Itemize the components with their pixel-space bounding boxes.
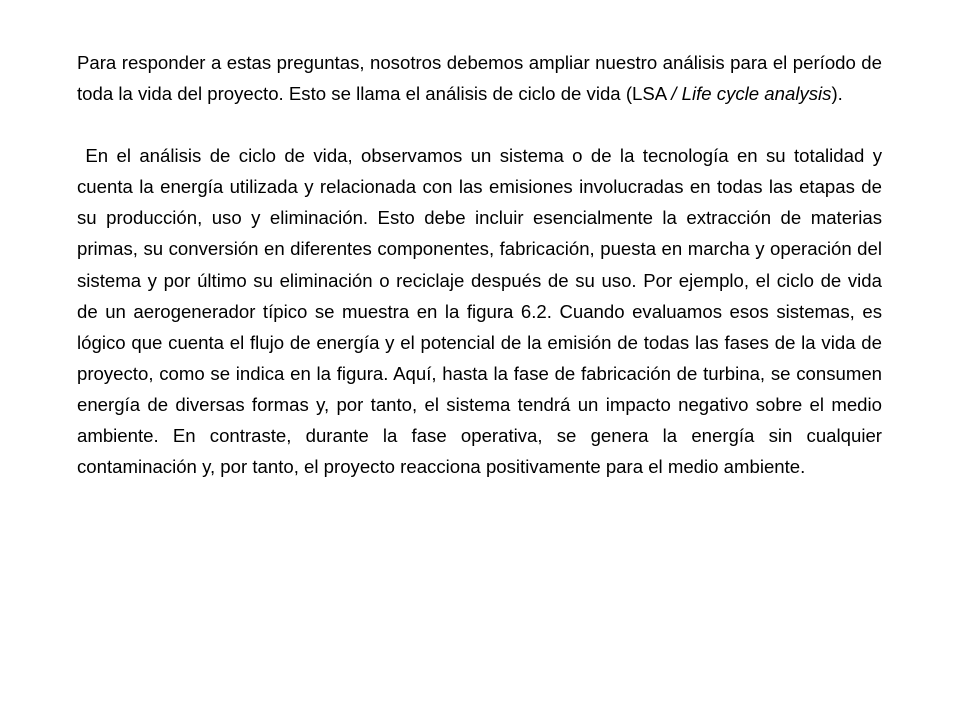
slide-text-block xyxy=(77,47,882,482)
paragraph-intro-text: Para responder a estas preguntas, nosotros debemos ampliar nuestro análisis para el período de toda la vida del proyecto. Esto se llama el análisis de ciclo de vida (LSA xyxy=(77,52,882,105)
paragraph-intro-closing: ). xyxy=(831,83,843,105)
paragraph-intro-italic-term: / Life cycle analysis xyxy=(671,83,832,105)
paragraph-intro xyxy=(77,47,882,109)
paragraph-lca-description xyxy=(77,140,882,482)
paragraph-lca-description-text: En el análisis de ciclo de vida, observamos un sistema o de la tecnología en su totalidad y cuenta la energía utilizada y relacionada con las emisiones involucradas en todas las etapas de su producción, uso y eliminación. Esto debe incluir esencialmente la extracción de materias primas, su conversión en diferentes componentes, fabricación, puesta en marcha y operación del sistema y por último su eliminación o reciclaje después de su uso. Por ejemplo, el ciclo de vida de un aerogenerador típico se muestra en la figura 6.2. Cuando evaluamos esos sistemas, es lógico que cuenta el flujo de energía y el potencial de la emisión de todas las fases de la vida de proyecto, como se indica en la figura. Aquí, hasta la fase de fabricación de turbina, se consumen energía de diversas formas y, por tanto, el sistema tendrá un impacto negativo sobre el medio ambiente. En contraste, durante la fase operativa, se genera la energía sin cualquier contaminación y, por tanto, el proyecto reacciona positivamente para el medio ambiente. xyxy=(77,145,882,478)
